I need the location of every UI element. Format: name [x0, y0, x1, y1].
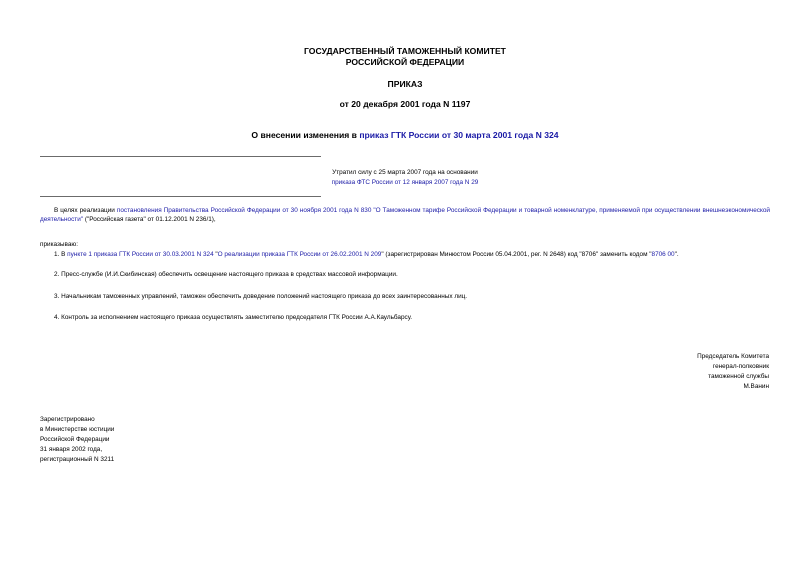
preamble-paragraph — [40, 206, 770, 225]
signature-line-4: М.Ванин — [743, 382, 769, 390]
item-2: 2. Пресс-службе (И.И.Скибинская) обеспечить освещение настоящего приказа в средствах массовой информации. — [54, 271, 398, 278]
document-title — [40, 130, 770, 141]
preamble-link[interactable]: постановления Правительства Российской Федерации от 30 ноября 2001 года N 830 "О Таможенном тарифе Российской Федерации и товарной номенклатуре, применяемой при осуществлении внешнеэкономической деятельности" — [40, 207, 770, 224]
signature-block — [569, 352, 769, 392]
item-1-link-order[interactable]: пункте 1 приказа ГТК России от 30.03.2001 N 324 — [67, 251, 214, 258]
issuing-authority — [40, 46, 770, 67]
title-prefix: О внесении изменения в — [251, 130, 360, 140]
authority-line-1: ГОСУДАРСТВЕННЫЙ ТАМОЖЕННЫЙ КОМИТЕТ — [304, 46, 506, 56]
signature-line-3: таможенной службы — [708, 372, 769, 380]
registration-line-4: 31 января 2002 года, — [40, 445, 103, 453]
item-1-end: ". — [674, 251, 679, 258]
divider-top — [40, 156, 321, 157]
status-note-link[interactable]: приказа ФТС России от 12 января 2007 года N 29 — [331, 178, 479, 186]
item-1-prefix: 1. В — [54, 251, 68, 258]
registration-line-3: Российской Федерации — [40, 435, 110, 443]
preamble-text-1: В целях реализации — [54, 207, 117, 214]
status-note — [314, 168, 496, 188]
item-1-link-title[interactable]: О реализации приказа ГТК России от 26.02.2001 N 209 — [217, 251, 382, 258]
document-type: ПРИКАЗ — [387, 79, 423, 89]
preamble-text-2: ("Российская газета" от 01.12.2001 N 236/1), — [83, 216, 216, 224]
registration-line-2: в Министерстве юстиции — [40, 425, 115, 433]
signature-line-2: генерал-полковник — [712, 362, 769, 370]
signature-line-1: Председатель Комитета — [697, 353, 769, 360]
item-3: 3. Начальникам таможенных управлений, таможен обеспечить доведение положений настоящего приказа до всех заинтересованных лиц. — [54, 293, 468, 300]
registration-line-1: Зарегистрировано — [40, 416, 95, 423]
title-link[interactable]: приказ ГТК России от 30 марта 2001 года N 324 — [359, 130, 559, 140]
authority-line-2: РОССИЙСКОЙ ФЕДЕРАЦИИ — [345, 56, 465, 67]
item-4: 4. Контроль за исполнением настоящего приказа осуществлять заместителю председателя ГТК России А.А.Каульбарсу. — [54, 314, 413, 321]
order-word: приказываю: — [40, 241, 78, 248]
item-1-link-code[interactable]: 8706 00 — [651, 251, 675, 258]
document-date-number: от 20 декабря 2001 года N 1197 — [339, 99, 471, 109]
status-note-text: Утратил силу с 25 марта 2007 года на основании — [332, 169, 478, 176]
divider-bottom — [40, 196, 321, 197]
registration-block — [40, 415, 240, 465]
item-1-mid-1: " — [213, 251, 218, 258]
registration-line-5: регистрационный N 3211 — [40, 455, 115, 463]
item-1-mid-2: " (зарегистрирован Минюстом России 05.04.2001, рег. N 2648) код "8706" заменить кодом " — [381, 251, 652, 258]
item-1 — [40, 250, 770, 259]
